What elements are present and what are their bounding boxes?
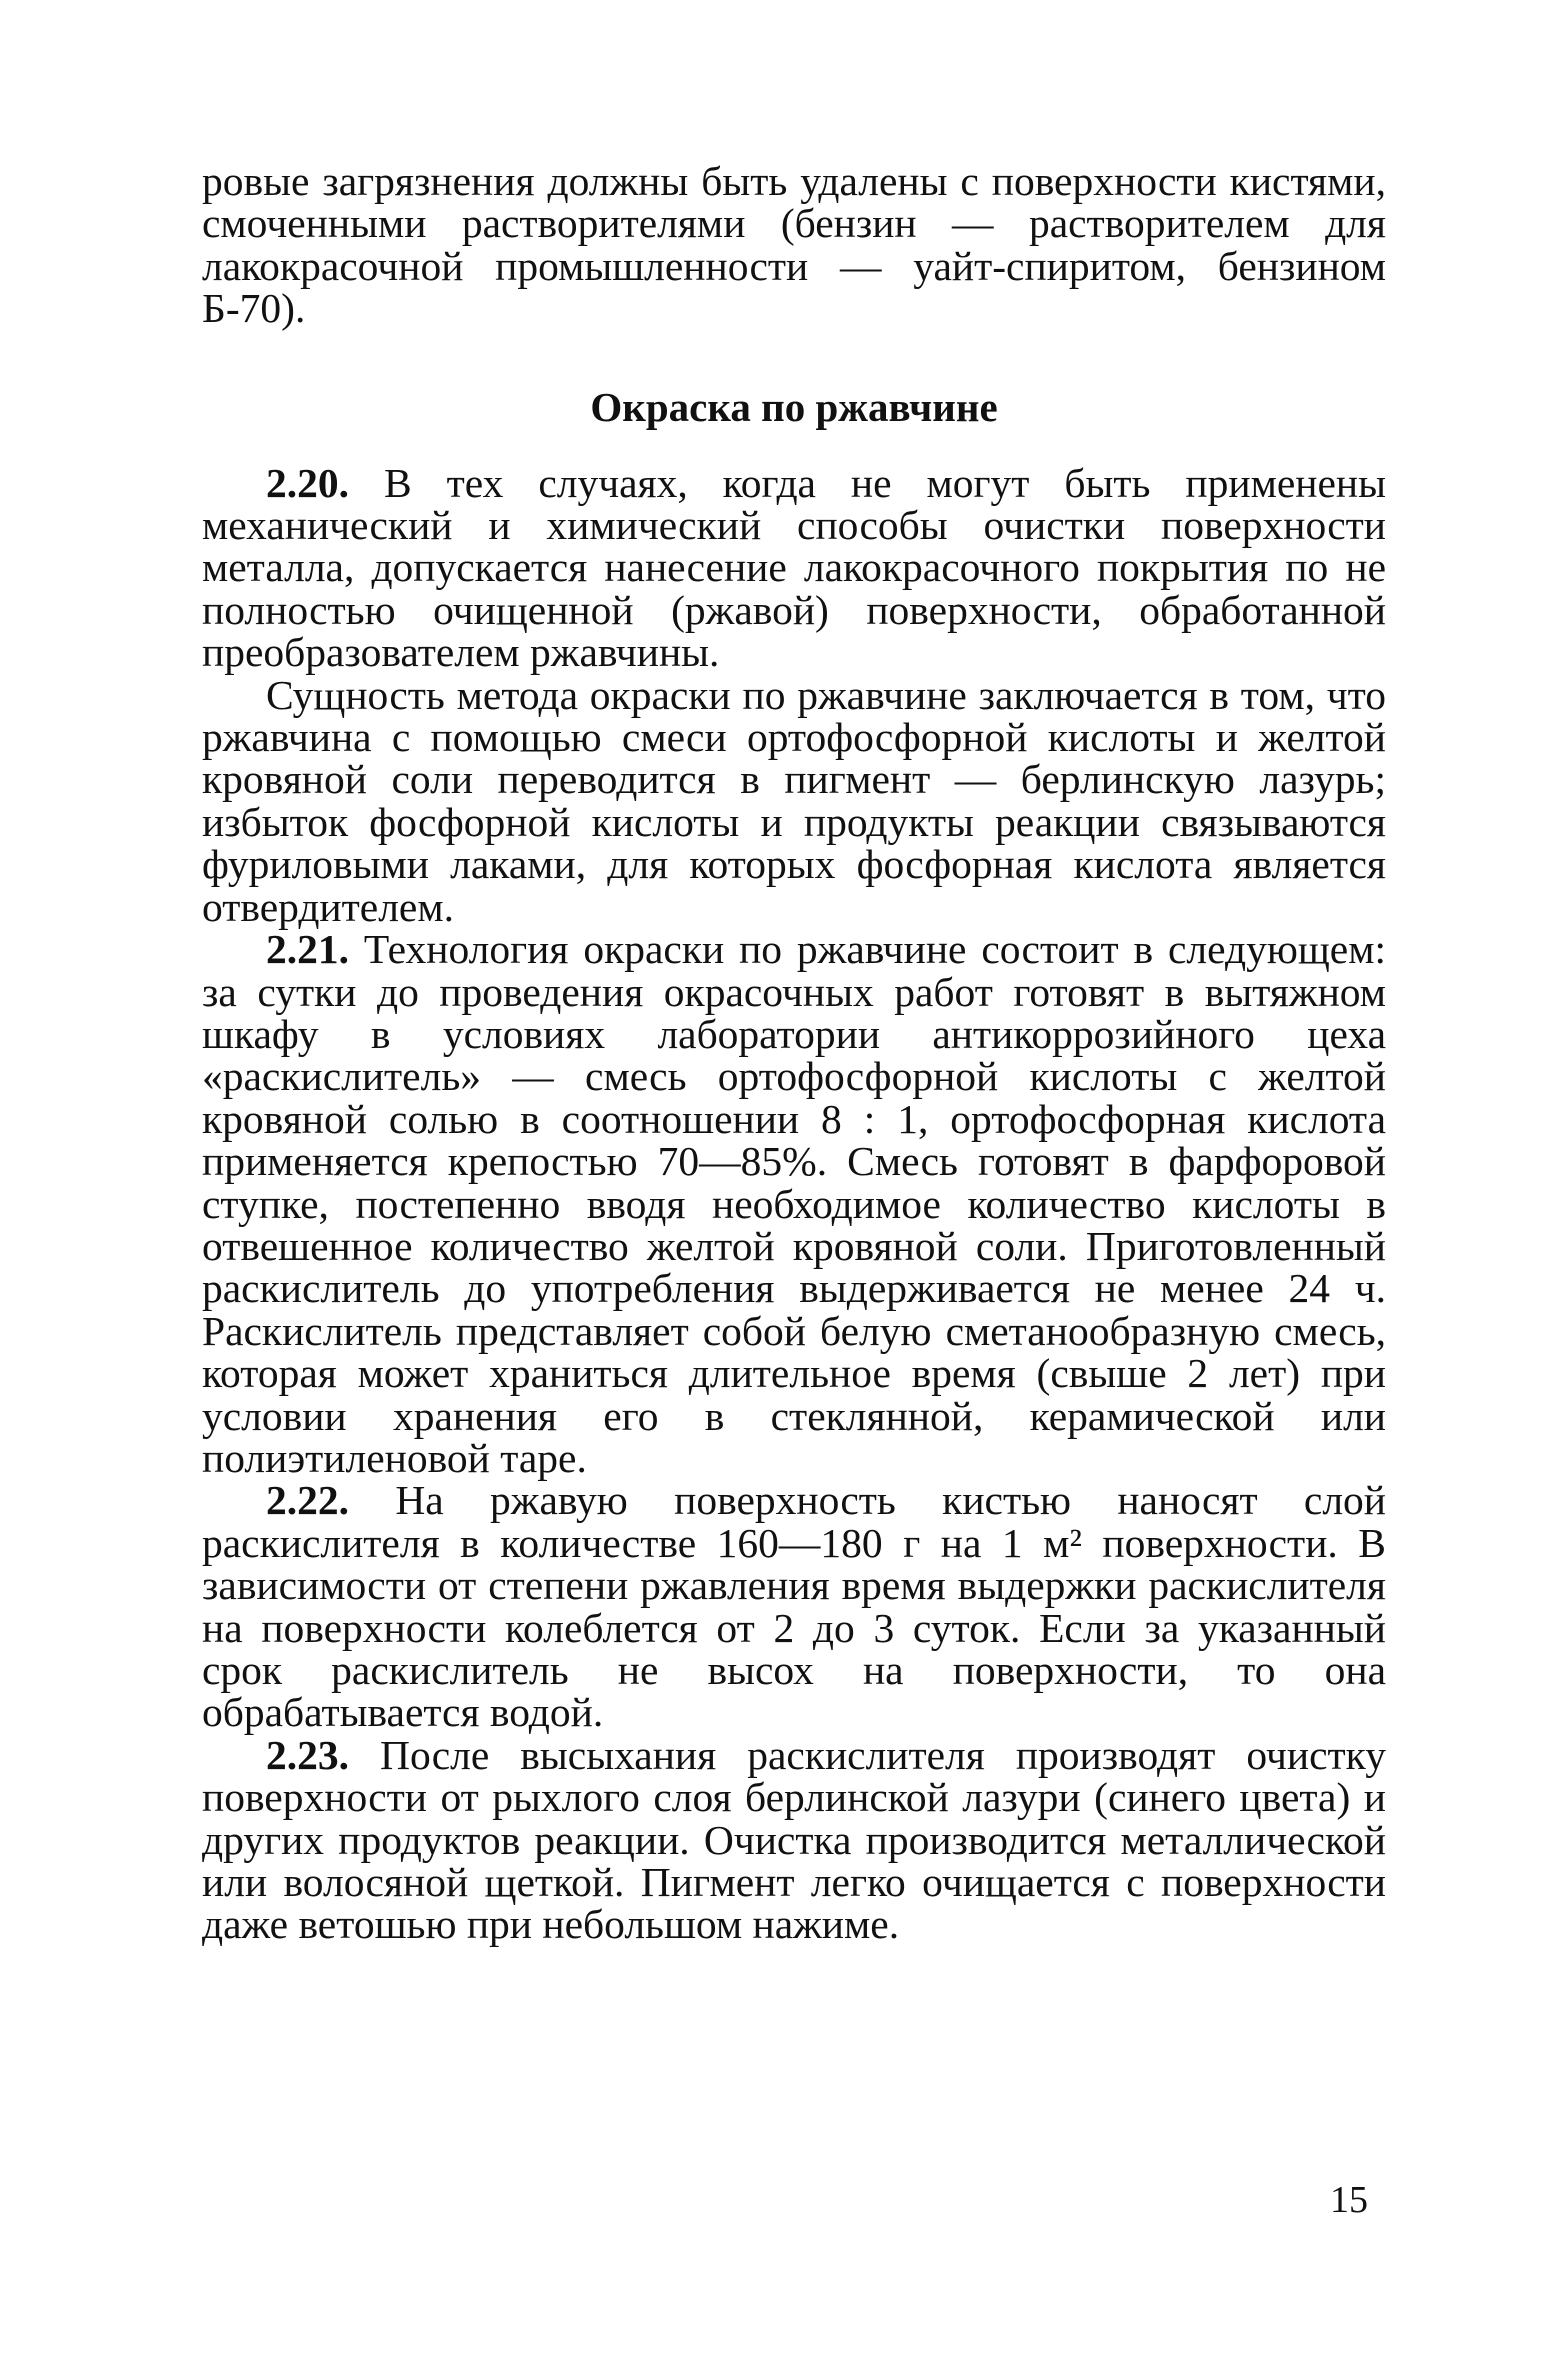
page-body bbox=[202, 160, 1386, 1946]
paragraph-text: Сущность метода окраски по ржавчине заключается в том, что ржавчина с помощью смеси ортофосфорной кислоты и желтой кровяной соли переводится в пигмент — берлинскую лазурь; избыток фосфорной кислоты и продукты реакции связываются фуриловыми лаками, для которых фосфорная кислота является отвердителем. bbox=[202, 671, 1386, 930]
paragraph-text: В тех случаях, когда не могут быть применены механический и химический способы очистки поверхности металла, допускается нанесение лакокрасочного покрытия по не полностью очищенной (ржавой) поверхности, обработанной преобразователем ржавчины. bbox=[202, 459, 1387, 676]
paragraph-number: 2.22. bbox=[266, 1477, 349, 1524]
paragraph-text: Технология окраски по ржавчине состоит в следующем: за сутки до проведения окрасочных работ готовят в вытяжном шкафу в условиях лаборатории антикоррозийного цеха «раскислитель» — смесь ортофосфорной кислоты с желтой кровяной солью в соотношении 8 : 1, ортофосфорная кислота применяется крепостью 70—85%. Смесь готовят в фарфоровой ступке, постепенно вводя необходимое количество кислоты в отвешенное количество желтой кровяной соли. Приготовленный раскислитель до употребления выдерживается не менее 24 ч. Раскислитель представляет собой белую сметанообразную смесь, которая может храниться длительное время (свыше 2 лет) при условии хранения его в стеклянной, керамической или полиэтиленовой таре. bbox=[202, 926, 1387, 1481]
section-heading: Окраска по ржавчине bbox=[590, 383, 998, 430]
paragraph-2-22 bbox=[202, 1477, 1387, 1736]
paragraph-text: После высыхания раскислителя производят очистку поверхности от рыхлого слоя берлинской лазури (синего цвета) и других продуктов реакции. Очистка производится металлической или волосяной щеткой. Пигмент легко очищается с поверхности даже ветошью при небольшом нажиме. bbox=[202, 1731, 1386, 1948]
paragraph-number: 2.20. bbox=[266, 459, 349, 506]
paragraph-2-20 bbox=[202, 459, 1387, 676]
paragraph-text: На ржавую поверхность кистью наносят слой раскислителя в количестве 160—180 г на 1 м² поверхности. В зависимости от степени ржавления время выдержки раскислителя на поверхности колеблется от 2 до 3 суток. Если за указанный срок раскислитель не высох на поверхности, то она обрабатывается водой. bbox=[202, 1477, 1387, 1736]
paragraph-number: 2.21. bbox=[266, 926, 349, 973]
paragraph-number: 2.23. bbox=[266, 1731, 349, 1778]
continuation-paragraph: ровые загрязнения должны быть удалены с поверхности кистями, смоченными растворителями (бензин — растворителем для лакокрасочной промышленности — уайт-спиритом, бензином Б-70). bbox=[202, 158, 1386, 332]
paragraph-essence bbox=[202, 671, 1386, 930]
page-number: 15 bbox=[1330, 2179, 1368, 2221]
paragraph-2-21 bbox=[202, 928, 1386, 1479]
paragraph-2-23 bbox=[202, 1731, 1386, 1948]
